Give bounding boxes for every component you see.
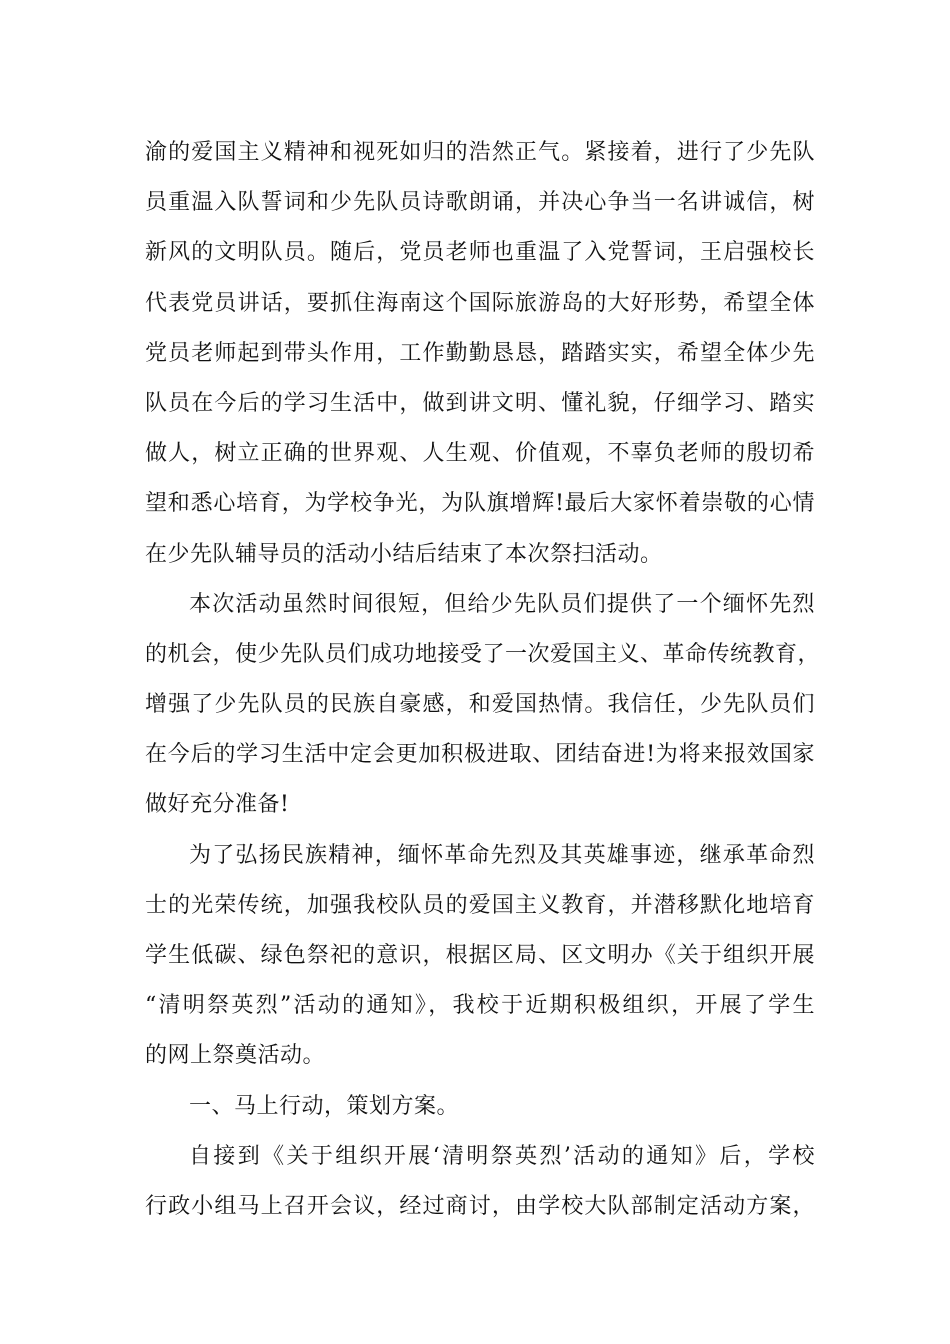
text-line: 队员在今后的学习生活中，做到讲文明、懂礼貌，仔细学习、踏实 — [145, 390, 815, 416]
text-line: 新风的文明队员。随后，党员老师也重温了入党誓词，王启强校长 — [145, 240, 815, 266]
text-line: 党员老师起到带头作用，工作勤勤恳恳，踏踏实实，希望全体少先 — [145, 340, 815, 366]
text-line: 员重温入队誓词和少先队员诗歌朗诵，并决心争当一名讲诚信，树 — [145, 190, 815, 216]
text-line: 望和悉心培育，为学校争光，为队旗增辉!最后大家怀着崇敬的心情 — [145, 491, 815, 517]
section-heading: 一、马上行动，策划方案。 — [189, 1093, 460, 1119]
paragraph-last-line: 在少先队辅导员的活动小结后结束了本次祭扫活动。 — [145, 541, 663, 567]
text-line: 的机会，使少先队员们成功地接受了一次爱国主义、革命传统教育， — [145, 641, 821, 667]
document-body — [145, 128, 821, 1232]
text-line: 增强了少先队员的民族自豪感，和爱国热情。我信任，少先队员们 — [145, 692, 815, 718]
text-line: 渝的爱国主义精神和视死如归的浩然正气。紧接着，进行了少先队 — [145, 140, 815, 165]
text-line: 代表党员讲话，要抓住海南这个国际旅游岛的大好形势，希望全体 — [145, 290, 815, 316]
text-line: 士的光荣传统，加强我校队员的爱国主义教育，并潜移默化地培育 — [145, 892, 815, 918]
text-line: 在今后的学习生活中定会更加积极进取、团结奋进!为将来报效国家 — [145, 742, 815, 768]
text-line: “清明祭英烈”活动的通知》，我校于近期积极组织，开展了学生 — [145, 993, 815, 1019]
text-line: 做人，树立正确的世界观、人生观、价值观，不辜负老师的殷切希 — [145, 441, 815, 467]
text-line: 学生低碳、绿色祭祀的意识，根据区局、区文明办《关于组织开展 — [145, 943, 815, 968]
paragraph-first-line: 为了弘扬民族精神，缅怀革命先烈及其英雄事迹，继承革命烈 — [189, 842, 815, 868]
text-line: 行政小组马上召开会议，经过商讨，由学校大队部制定活动方案， — [145, 1193, 815, 1219]
paragraph-last-line: 做好充分准备! — [145, 792, 290, 818]
paragraph-first-line: 自接到《关于组织开展‘清明祭英烈’活动的通知》后，学校 — [189, 1143, 815, 1169]
paragraph-first-line: 本次活动虽然时间很短，但给少先队员们提供了一个缅怀先烈 — [189, 591, 815, 617]
paragraph-last-line: 的网上祭奠活动。 — [145, 1043, 326, 1069]
